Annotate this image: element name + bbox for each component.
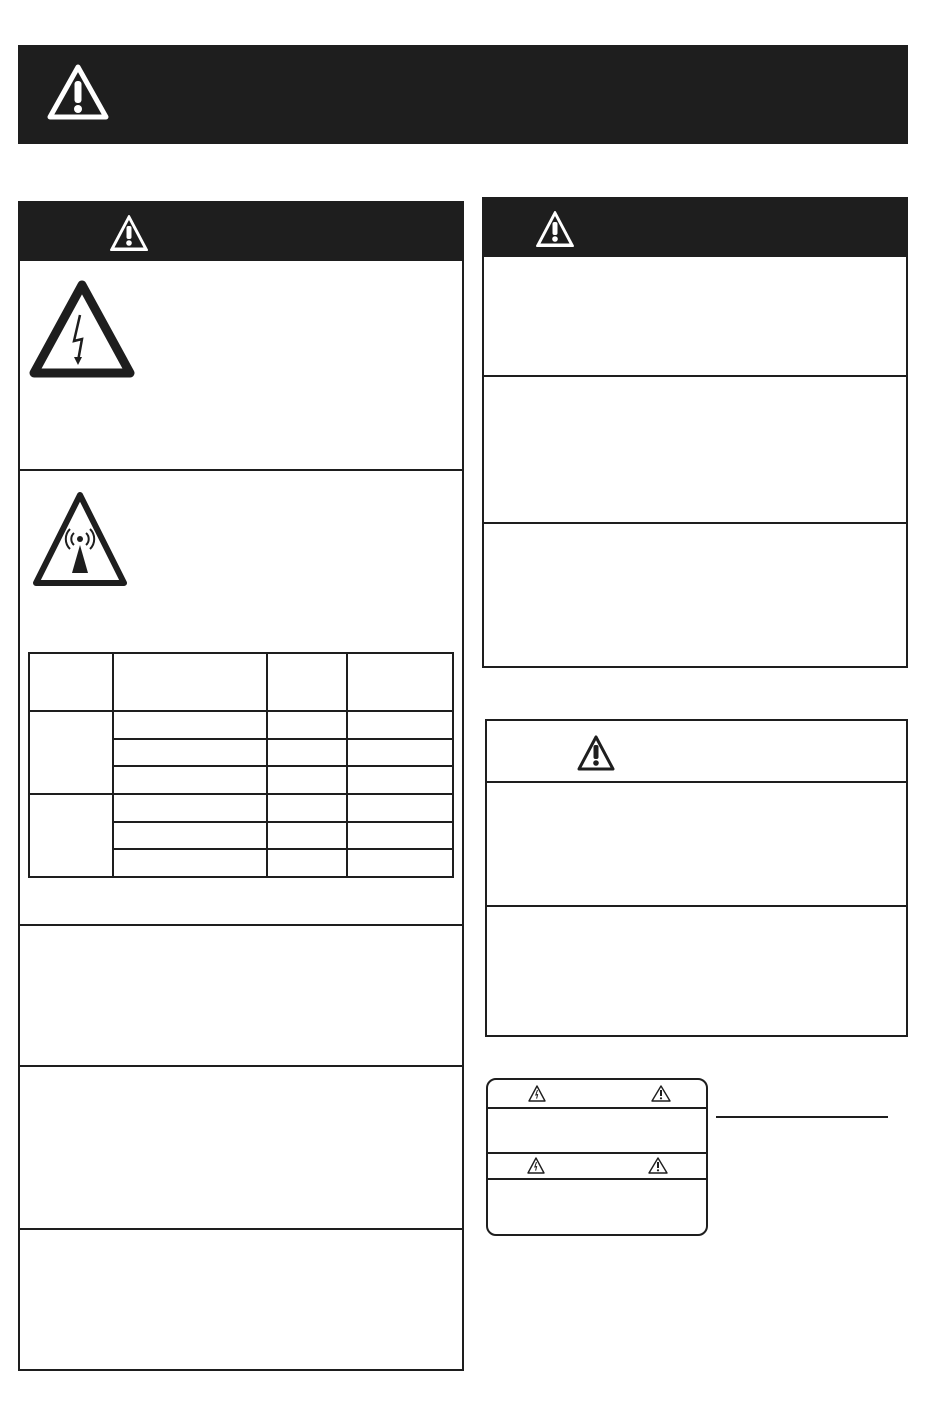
table-cell xyxy=(347,822,453,850)
label-name-underline xyxy=(716,1116,888,1118)
warning-exclamation-icon xyxy=(651,1085,671,1102)
caution-exclamation-icon xyxy=(575,733,617,773)
table-header-cell xyxy=(29,653,113,711)
table-cell xyxy=(347,794,453,822)
table-row xyxy=(29,711,453,739)
right-warning-panel xyxy=(482,197,908,668)
label-divider xyxy=(488,1152,706,1154)
table-cell xyxy=(113,739,267,767)
radiation-hazard-icon xyxy=(32,489,128,589)
table-cell xyxy=(113,849,267,877)
table-cell xyxy=(347,739,453,767)
section-divider xyxy=(20,469,462,471)
table-header-cell xyxy=(113,653,267,711)
warning-label-sticker xyxy=(486,1078,708,1236)
table-cell xyxy=(113,766,267,794)
table-cell xyxy=(267,711,347,739)
warning-exclamation-icon xyxy=(46,63,110,121)
table-cell xyxy=(113,822,267,850)
section-divider xyxy=(484,522,906,524)
section-divider xyxy=(484,375,906,377)
table-cell xyxy=(267,822,347,850)
right-panel-header xyxy=(484,199,906,257)
warning-exclamation-icon xyxy=(648,1157,668,1174)
table-cell xyxy=(267,794,347,822)
table-cell xyxy=(267,739,347,767)
right-caution-panel xyxy=(485,719,908,1037)
table-cell xyxy=(267,849,347,877)
table-cell xyxy=(113,711,267,739)
safety-banner xyxy=(18,45,908,144)
electric-shock-icon xyxy=(28,279,136,379)
table-group-cell xyxy=(29,711,113,794)
warning-exclamation-icon xyxy=(534,209,576,249)
table-cell xyxy=(347,766,453,794)
table-cell xyxy=(347,849,453,877)
electric-shock-icon xyxy=(528,1085,546,1102)
label-divider xyxy=(488,1178,706,1180)
table-cell xyxy=(267,766,347,794)
section-divider xyxy=(20,1065,462,1067)
warning-exclamation-icon xyxy=(108,213,150,253)
section-divider xyxy=(20,1228,462,1230)
left-panel-header xyxy=(20,203,462,261)
label-divider xyxy=(488,1107,706,1109)
table-cell xyxy=(113,794,267,822)
table-cell xyxy=(347,711,453,739)
electric-shock-icon xyxy=(527,1157,545,1174)
table-header-cell xyxy=(347,653,453,711)
table-group-cell xyxy=(29,794,113,877)
left-warning-panel xyxy=(18,201,464,1371)
caution-panel-header xyxy=(487,721,906,783)
section-divider xyxy=(487,905,906,907)
section-divider xyxy=(20,924,462,926)
table-row xyxy=(29,794,453,822)
table-header-cell xyxy=(267,653,347,711)
table-header-row xyxy=(29,653,453,711)
radiation-distance-table xyxy=(28,652,454,878)
